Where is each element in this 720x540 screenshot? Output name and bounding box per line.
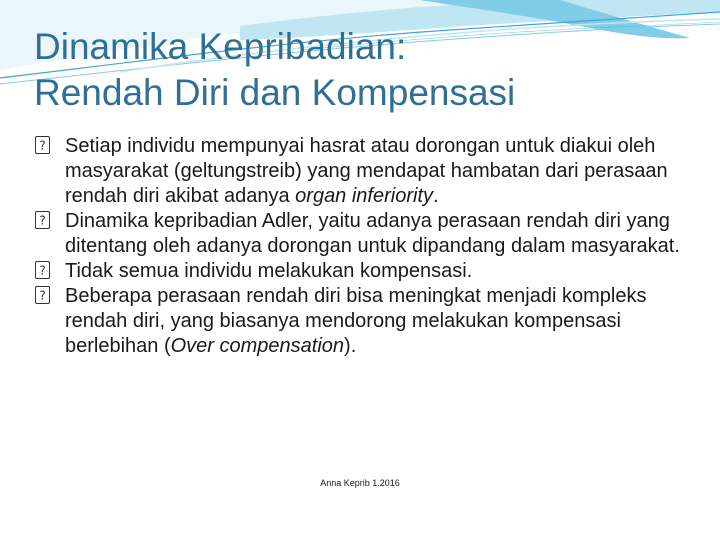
bullet-text: Beberapa perasaan rendah diri bisa meningkat menjadi kompleks rendah diri, yang biasanya mendorong melakukan kompensasi berlebihan ( [65,285,647,357]
bullet-text-italic: organ inferiority [295,185,433,207]
missing-glyph-icon [34,134,54,156]
svg-text:?: ? [39,138,46,153]
bullet-list [34,134,694,359]
missing-glyph-icon [34,209,54,231]
bullet-text: ). [344,335,357,357]
svg-text:?: ? [39,288,46,303]
bullet-item [34,284,694,359]
bullet-text-italic: Over compensation [170,335,345,357]
slide-title [34,24,694,116]
footer-text: Anna Keprib 1.2016 [320,478,400,488]
bullet-item [34,209,694,259]
bullet-text: Tidak semua individu melakukan kompensasi. [65,260,473,282]
bullet-item [34,134,694,209]
bullet-text: . [433,185,439,207]
svg-text:?: ? [39,263,46,278]
missing-glyph-icon [34,259,54,281]
bullet-text: Setiap individu mempunyai hasrat atau dorongan untuk diakui oleh masyarakat (geltungstreib) yang mendapat hambatan dari perasaan rendah diri akibat adanya [65,135,668,207]
bullet-text: Dinamika kepribadian Adler, yaitu adanya perasaan rendah diri yang ditentang oleh adanya dorongan untuk dipandang dalam masyarakat. [65,210,680,257]
svg-text:?: ? [39,213,46,228]
bullet-item [34,259,694,284]
missing-glyph-icon [34,284,54,306]
title-line-1: Dinamika Kepribadian: [34,26,407,67]
title-line-2: Rendah Diri dan Kompensasi [34,72,516,113]
